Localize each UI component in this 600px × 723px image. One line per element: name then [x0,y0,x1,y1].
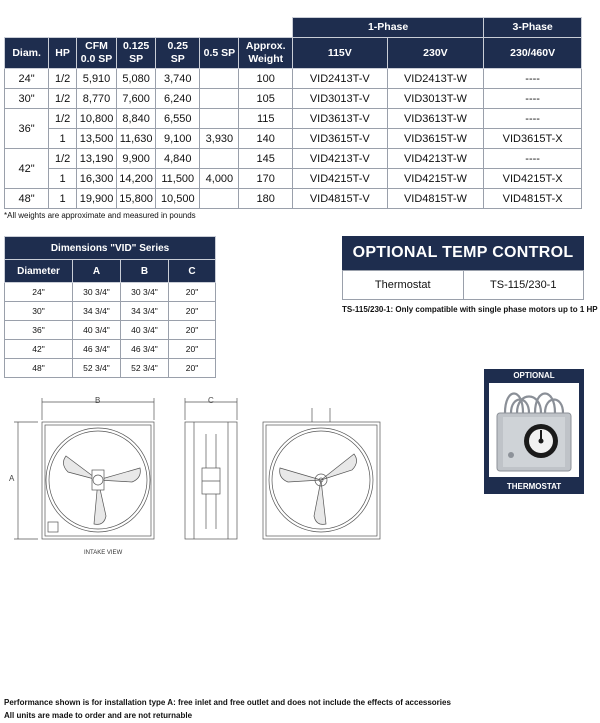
fan-drawings [8,394,392,560]
cell: 140 [239,129,293,149]
cell: 30 3/4" [121,283,169,302]
cell: VID3615T-X [484,129,582,149]
cfm-header: CFM 0.0 SP [76,38,116,69]
cell: 105 [239,89,293,109]
cell: 3,740 [156,69,200,89]
cell: VID4815T-W [387,189,484,209]
cell: VID2413T-W [387,69,484,89]
cell: 8,840 [117,109,156,129]
cell: 48" [5,189,49,209]
cell: 20" [169,302,216,321]
cell: VID2413T-V [292,69,387,89]
table-row [5,302,216,321]
cell: 40 3/4" [121,321,169,340]
performance-table [4,17,582,209]
table-row [5,189,582,209]
cell: 11,630 [117,129,156,149]
cell [200,89,239,109]
cell: 100 [239,69,293,89]
a-header: A [73,260,121,283]
cell: 13,500 [76,129,116,149]
performance-footnote: Performance shown is for installation type A: free inlet and free outlet and does not include the effects of accessories [4,698,451,707]
cell: 42" [5,149,49,189]
table-row [5,69,582,89]
cell: 1/2 [49,149,77,169]
c-header: C [169,260,216,283]
cell: 145 [239,149,293,169]
cell: 20" [169,321,216,340]
cell: 20" [169,340,216,359]
table-row [5,89,582,109]
cell: 20" [169,359,216,378]
thermostat-optional-label: OPTIONAL [513,371,555,380]
cell: 46 3/4" [121,340,169,359]
table-row [5,359,216,378]
cell: 6,550 [156,109,200,129]
hp-header: HP [49,38,77,69]
fan-drawing-svg [8,394,392,554]
table-row [5,129,582,149]
dimensions-table [4,236,216,378]
thermostat-compat-note: TS-115/230-1: Only compatible with single phase motors up to 1 HP [342,305,598,314]
diameter-header: Diameter [5,260,73,283]
sp25-header: 0.25 SP [156,38,200,69]
cell: 5,910 [76,69,116,89]
cell: ---- [484,69,582,89]
cell: VID3615T-V [292,129,387,149]
cell: ---- [484,149,582,169]
cell: 48" [5,359,73,378]
cell: 46 3/4" [73,340,121,359]
cell: 30" [5,89,49,109]
dimensions-title: Dimensions "VID" Series [5,237,216,260]
cell: 1/2 [49,89,77,109]
cell: 1 [49,169,77,189]
cell: VID4215T-X [484,169,582,189]
cell: VID4215T-V [292,169,387,189]
cell: 115 [239,109,293,129]
cell: VID3013T-V [292,89,387,109]
cell: 4,000 [200,169,239,189]
cell: 36" [5,109,49,149]
cell: 5,080 [117,69,156,89]
cell: 10,800 [76,109,116,129]
cell: 6,240 [156,89,200,109]
cell: VID3613T-V [292,109,387,129]
cell: 15,800 [117,189,156,209]
cell: 52 3/4" [73,359,121,378]
cell: 19,900 [76,189,116,209]
thermostat-bottom-label: THERMOSTAT [506,482,562,491]
cell: VID4815T-V [292,189,387,209]
cell: 1 [49,189,77,209]
thermostat-label: Thermostat [343,271,464,300]
table-row [5,283,216,302]
one-phase-header: 1-Phase [292,18,483,38]
cell: 36" [5,321,73,340]
cell: VID4815T-X [484,189,582,209]
cell: 13,190 [76,149,116,169]
sp5-header: 0.5 SP [200,38,239,69]
intake-view-caption: INTAKE VIEW [84,550,123,556]
table-row [5,169,582,189]
cell: 24" [5,283,73,302]
diam-header: Diam. [5,38,49,69]
cell: 7,600 [117,89,156,109]
thermostat-icon [489,383,579,477]
temp-control-table [342,270,584,300]
cell: 9,900 [117,149,156,169]
cell: 42" [5,340,73,359]
dimension-c-label: C [208,396,214,405]
cell: 180 [239,189,293,209]
thermostat-part-number: TS-115/230-1 [463,271,584,300]
sp125-header: 0.125 SP [117,38,156,69]
cell: 30" [5,302,73,321]
cell: 9,100 [156,129,200,149]
table-row [5,109,582,129]
cell: 52 3/4" [121,359,169,378]
v230-header: 230V [387,38,484,69]
cell: VID4213T-W [387,149,484,169]
b-header: B [121,260,169,283]
dimension-a-label: A [9,474,15,483]
cell [200,109,239,129]
made-to-order-footnote: All units are made to order and are not returnable [4,711,193,720]
weights-note: *All weights are approximate and measured in pounds [4,211,196,220]
weight-header: Approx. Weight [239,38,293,69]
cell: 11,500 [156,169,200,189]
table-row [5,321,216,340]
cell: VID4213T-V [292,149,387,169]
cell: VID3613T-W [387,109,484,129]
cell: 34 3/4" [73,302,121,321]
v115-header: 115V [292,38,387,69]
cell: ---- [484,109,582,129]
cell [200,69,239,89]
cell: 14,200 [117,169,156,189]
temp-control-title: OPTIONAL TEMP CONTROL [342,236,584,270]
v230-460-header: 230/460V [484,38,582,69]
cell [200,189,239,209]
cell: 1/2 [49,69,77,89]
cell: 170 [239,169,293,189]
cell: 4,840 [156,149,200,169]
dimension-b-label: B [95,396,101,405]
cell: 34 3/4" [121,302,169,321]
cell: 10,500 [156,189,200,209]
cell: 8,770 [76,89,116,109]
cell [200,149,239,169]
cell: VID4215T-W [387,169,484,189]
cell: VID3013T-W [387,89,484,109]
thermostat-image [484,369,584,494]
cell: VID3615T-W [387,129,484,149]
cell: 24" [5,69,49,89]
table-row [5,149,582,169]
cell: 20" [169,283,216,302]
table-row [5,340,216,359]
cell: ---- [484,89,582,109]
cell: 16,300 [76,169,116,189]
cell: 30 3/4" [73,283,121,302]
cell: 40 3/4" [73,321,121,340]
three-phase-header: 3-Phase [484,18,582,38]
cell: 3,930 [200,129,239,149]
cell: 1 [49,129,77,149]
cell: 1/2 [49,109,77,129]
